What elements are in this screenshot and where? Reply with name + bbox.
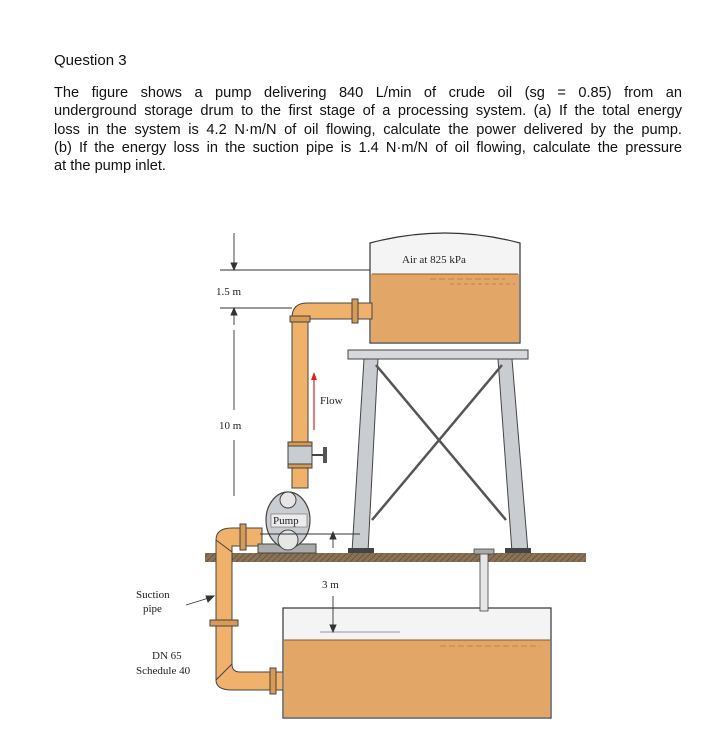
dim-top-label: 1.5 m [216, 286, 242, 298]
suction-label-line2: pipe [143, 603, 162, 615]
valve [288, 446, 327, 464]
question-title: Question 3 [54, 52, 127, 69]
suction-label-line1: Suction [136, 589, 170, 601]
lower-tank [283, 549, 551, 718]
question-line-5: at the pump inlet. [54, 158, 166, 175]
upper-tank [370, 233, 520, 343]
tank-air-label: Air at 825 kPa [402, 254, 466, 266]
pump [258, 492, 316, 553]
dim-below-label: 3 m [322, 579, 339, 591]
tank-stand [348, 350, 531, 555]
dim-main-label: 10 m [219, 420, 242, 432]
pump-label: Pump [273, 515, 299, 527]
pipe-spec-line2: Schedule 40 [136, 665, 191, 677]
question-line-2: underground storage drum to the first stage of a processing system. (a) If the total energy [54, 103, 682, 120]
pipe-spec-line1: DN 65 [152, 650, 182, 662]
flow-arrow [311, 372, 343, 430]
flow-label: Flow [320, 395, 343, 407]
question-line-1: The figure shows a pump delivering 840 L/min of crude oil (sg = 0.85) from an [54, 85, 682, 101]
question-line-4: (b) If the energy loss in the suction pipe is 1.4 N·m/N of oil flowing, calculate the pressure [54, 139, 682, 156]
question-line-3: loss in the system is 4.2 N·m/N of oil flowing, calculate the power delivered by the pump. [54, 121, 682, 138]
